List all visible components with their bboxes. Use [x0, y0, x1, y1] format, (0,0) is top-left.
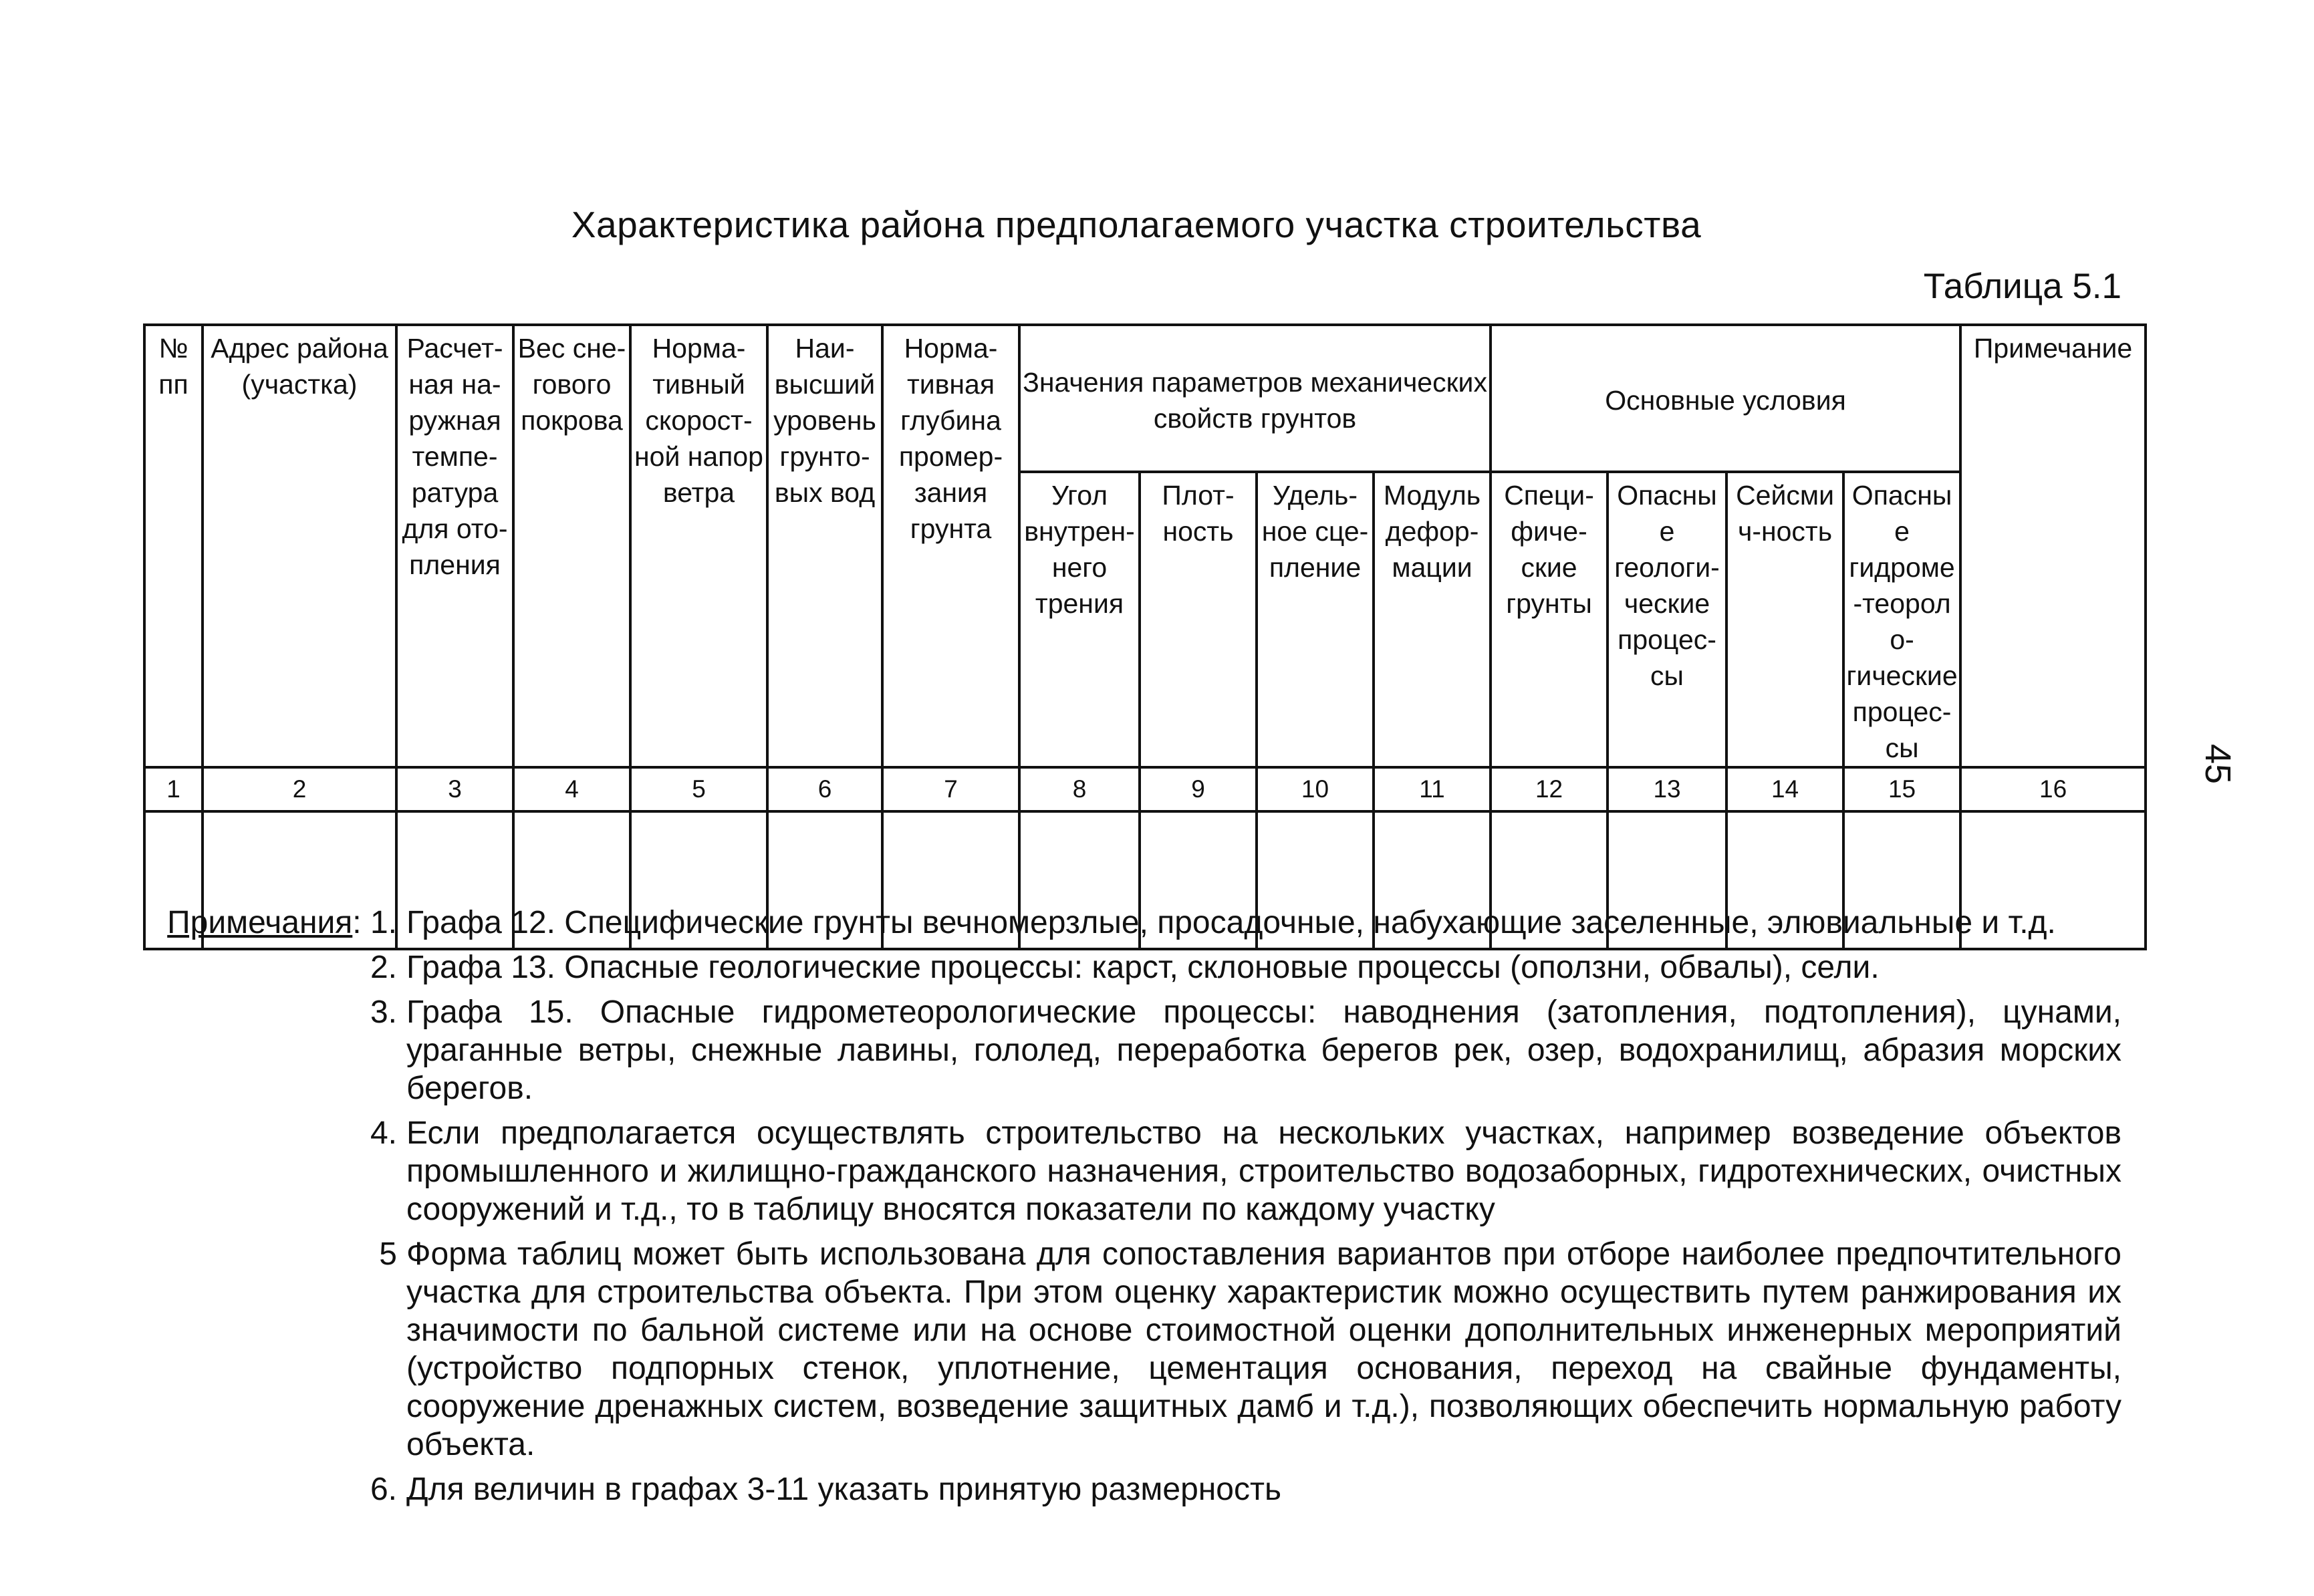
header-cell: Угол внутрен-него трения [1019, 472, 1140, 767]
note-item [143, 1470, 2122, 1508]
note-text: Если предполагается осуществлять строительство на нескольких участках, например возведение объектов промышленного и жилищно-гражданского назначения, строительство водозаборных, гидротехнических, очистных сооружений и т.д., то в таблицу вносятся показатели по каждому участку [406, 1115, 2122, 1227]
table-label: Таблица 5.1 [1923, 267, 2122, 306]
note-number: 3. [370, 994, 397, 1030]
note-number: 5 [379, 1236, 397, 1272]
column-number: 2 [203, 767, 396, 811]
header-cell: Опасные гидроме-теороло-гические процес-сы [1843, 472, 1960, 767]
note-number: 1. [370, 905, 397, 940]
header-cell: Расчет-ная на-ружная темпе-ратура для ото-пления [396, 325, 513, 767]
note-text: Для величин в графах 3-11 указать принятую размерность [406, 1472, 1281, 1507]
header-cell: Вес сне-гового покрова [513, 325, 630, 767]
column-number-row [144, 767, 2146, 811]
note-item [143, 993, 2122, 1107]
note-text: Графа 13. Опасные геологические процессы: карст, склоновые процессы (оползни, обвалы), сели. [406, 950, 1880, 985]
note-number: 4. [370, 1115, 397, 1151]
column-number: 11 [1374, 767, 1491, 811]
column-number: 5 [630, 767, 767, 811]
header-cell: Удель-ное сце-пление [1257, 472, 1374, 767]
column-number: 8 [1019, 767, 1140, 811]
page-title: Характеристика района предполагаемого участка строительства [571, 204, 1702, 245]
note-text: Графа 12. Специфические грунты вечномерзлые, просадочные, набухающие заселенные, элювиальные и т.д. [406, 905, 2056, 940]
header-cell: Опасные геологи-ческие процес-сы [1608, 472, 1726, 767]
note-number: 6. [370, 1472, 397, 1507]
note-number: 2. [370, 950, 397, 985]
header-cell: Адрес района (участка) [203, 325, 396, 767]
note-item: Примечания: 1. Графа 12. Специфические грунты вечномерзлые, просадочные, набухающие заселенные, элювиальные и т.д. [143, 904, 2122, 942]
header-cell: № пп [144, 325, 203, 767]
column-number: 12 [1491, 767, 1608, 811]
note-item [143, 948, 2122, 986]
column-number: 4 [513, 767, 630, 811]
header-cell: Наи-высший уровень грунто-вых вод [767, 325, 882, 767]
notes-section [143, 904, 2122, 1515]
column-number: 3 [396, 767, 513, 811]
column-number: 1 [144, 767, 203, 811]
column-number: 10 [1257, 767, 1374, 811]
header-cell: Сейсмич-ность [1726, 472, 1843, 767]
note-item [143, 1114, 2122, 1228]
column-number: 9 [1140, 767, 1257, 811]
site-characteristics-table [143, 323, 2147, 950]
notes-label: Примечания [167, 905, 353, 940]
header-row-1 [144, 325, 2146, 472]
note-text: Графа 15. Опасные гидрометеорологические процессы: наводнения (затопления, подтопления), цунами, ураганные ветры, снежные лавины, гололед, переработка берегов рек, озер, водохранилищ, абразия морских берегов. [406, 994, 2122, 1106]
group-header-soil: Значения параметров механических свойств грунтов [1019, 325, 1491, 472]
header-cell: Плот-ность [1140, 472, 1257, 767]
column-number: 14 [1726, 767, 1843, 811]
column-number: 6 [767, 767, 882, 811]
header-cell: Норма-тивный скорост-ной напор ветра [630, 325, 767, 767]
header-cell: Модуль дефор-мации [1374, 472, 1491, 767]
header-cell: Специ-фиче-ские грунты [1491, 472, 1608, 767]
header-cell: Примечание [1960, 325, 2146, 767]
column-number: 15 [1843, 767, 1960, 811]
column-number: 16 [1960, 767, 2146, 811]
column-number: 7 [882, 767, 1019, 811]
group-header-conditions: Основные условия [1491, 325, 1960, 472]
header-cell: Норма-тивная глубина промер-зания грунта [882, 325, 1019, 767]
column-number: 13 [1608, 767, 1726, 811]
note-item [143, 1235, 2122, 1464]
page-number: 45 [2198, 743, 2238, 785]
note-text: Форма таблиц может быть использована для сопоставления вариантов при отборе наиболее предпочтительного участка для строительства объекта. При этом оценку характеристик можно осуществить путем ранжирования их значимости по бальной системе или на основе стоимостной оценки дополнительных инженерных мероприятий (устройство подпорных стенок, уплотнение, цементация основания, переход на свайные фундаменты, сооружение дренажных систем, возведение защитных дамб и т.д.), позволяющих обеспечить нормальную работу объекта. [406, 1236, 2122, 1462]
